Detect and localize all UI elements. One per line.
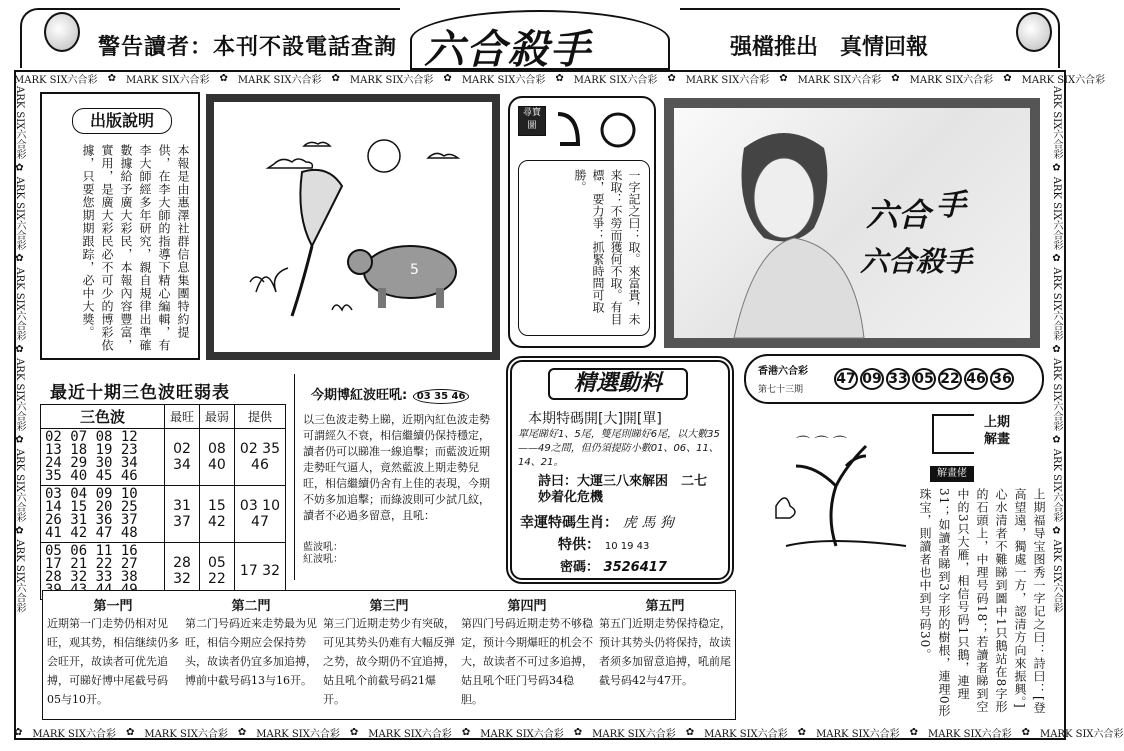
featured-line-1: 本期特碼開[大]開[單] [528, 411, 662, 427]
featured-line-2: 單尾睇好1、5尾，雙尾則睇好6尾，以大數35——49之間，但仍須提防小數01、06、11、14、21。 [518, 429, 720, 468]
solution-heading [984, 414, 1024, 448]
result-issue: 第七十三期 [758, 385, 804, 395]
slogan-text: 强檔推出 真情回報 [730, 35, 929, 60]
publisher-body: 本報是由惠澤社群信息集團特約提供，在李大師的指導下精心編輯，有李大師經多年研究，親自規律出準確數據給予廣大彩民，本報內容豐富，實用，是廣大彩民必不可少的博彩依據，只要您期期跟踪，必中大獎。 [81, 144, 190, 352]
lucky-row [520, 512, 674, 532]
kite-icon [292, 170, 342, 316]
picture-frame [206, 94, 500, 360]
gate-3 [323, 595, 455, 715]
scroll-paper [518, 160, 650, 336]
gate-5 [599, 595, 731, 715]
cloud-icon [268, 159, 312, 168]
gate-1 [47, 595, 179, 715]
solution-panel [744, 410, 1048, 722]
moon-icon [548, 104, 648, 154]
photo-panel [664, 98, 1040, 348]
result-label: 香港六合彩 [758, 366, 808, 377]
cloud-icon [304, 142, 330, 146]
red-hot: 02 34 [165, 429, 200, 486]
publisher-heading: 出版說明 [72, 108, 172, 134]
header-hot: 最旺 [165, 405, 200, 429]
gate-4 [461, 595, 593, 715]
gate-1-title: 第一門 [93, 599, 133, 614]
solution-bracket [932, 414, 974, 454]
red-cold: 08 40 [199, 429, 234, 486]
gate-5-text: 第五门近期走势保持稳定，预计其势头仍将保持，故读者须多加留意追搏，吼前尾截号码42与47开。 [599, 617, 731, 687]
riddle-picture [214, 102, 492, 352]
header-cold: 最弱 [199, 405, 234, 429]
featured-title: 精選動料 [548, 368, 688, 400]
gate-3-title: 第三門 [369, 599, 409, 614]
solution-heading-bottom: 解畫 [984, 432, 1011, 447]
result-ball: 09 [860, 368, 884, 390]
svg-text:⌒ ⌒ ⌒: ⌒ ⌒ ⌒ [796, 436, 847, 452]
sun-icon [368, 140, 400, 172]
red-wave-title [311, 384, 470, 405]
result-balls [834, 368, 1014, 390]
result-ball: 47 [834, 368, 858, 390]
warning-text: 警告讀者：本刊不設電話查詢 [98, 35, 398, 60]
masthead-title: 六合殺手 [424, 26, 592, 73]
result-bar [744, 354, 1044, 404]
scroll-text: 一字記之曰：取。來富貴，未来取：不勞而獲何不取。有目標，要力爭：抓緊時間可取勝。 [573, 169, 641, 325]
result-ball: 22 [938, 368, 962, 390]
blue-wave-line: 藍波吼： [303, 542, 343, 553]
gate-1-text: 近期第一门走势仍相对见旺，观其势，相信继续仍多会旺开，故读者可优先追搏，可睇好博中尾截号码05与10开。 [47, 617, 179, 706]
treasure-badge: 尋寶圖 [518, 106, 546, 136]
solution-body: 上期福导宝图秀一字记之曰：詩曰：[登高望遠，獨處一方，認清方向來振興。]心水清者不難睇到圖中1只鵝站在8字形的石頭上，中理号码18；若讀者睇到空中的3只大雁，相信号码1只鵝，連理31；如讀者睇到3字形的樹根，連理0形珠宝，則讀者也中到号码30。 [918, 488, 1046, 718]
password-label: 密碼： [560, 560, 600, 575]
bulb-icon [1016, 12, 1052, 52]
password-value: 3526417 [603, 560, 667, 575]
solution-tag: 解畫佬 [930, 466, 974, 482]
color-wave-table [40, 372, 286, 587]
blue-wave-numbers: 03 04 09 10 14 15 20 25 26 31 36 37 41 42 47 48 [41, 486, 165, 543]
photo-caption-2: 手 [936, 188, 966, 223]
gate-2-title: 第二門 [231, 599, 271, 614]
lucky-label: 幸運特碼生肖： [520, 515, 618, 531]
gate-3-text: 第三门近期走势少有突破，可见其势头仍难有大幅反弹之势，故今期仍不宜追搏，姑且吼个前截号码21爆开。 [323, 617, 455, 706]
header-tip: 提供 [234, 405, 285, 429]
red-wave-title-numbers: 03 35 46 [413, 389, 470, 404]
color-table-grid [40, 404, 286, 600]
featured-box [506, 356, 734, 584]
bottom-border-strip: ✿ MARK SIX六合彩 ✿ MARK SIX六合彩 ✿ MARK SIX六合彩 ✿ MARK SIX六合彩 ✿ MARK SIX六合彩 ✿ MARK SIX六合彩 ✿ MARK SIX六合彩 ✿ MARK SIX六合彩 ✿ MARK SIX六合彩 ✿ MARK SIX六合彩 [14, 726, 1124, 740]
header [20, 8, 1060, 73]
special-value: 10 19 43 [604, 541, 650, 552]
portrait-illustration [674, 108, 1030, 338]
special-label: 特供： [558, 537, 600, 553]
result-ball: 36 [990, 368, 1014, 390]
wave-lines [303, 542, 343, 566]
header-color: 三色波 [41, 405, 165, 429]
svg-text:5: 5 [410, 262, 419, 278]
photo-caption-1: 六合 [866, 196, 931, 234]
photo-caption-3: 六合殺手 [860, 245, 973, 278]
scroll-panel [508, 96, 656, 348]
result-ball: 05 [912, 368, 936, 390]
green-cold: 05 22 [199, 543, 234, 600]
red-wave-title-text: 今期博紅波旺吼: [311, 388, 408, 403]
special-row [558, 534, 649, 554]
result-ball: 33 [886, 368, 910, 390]
green-wave-numbers: 05 06 11 16 17 21 22 27 28 32 33 38 [41, 543, 165, 600]
solution-heading-top: 上期 [984, 415, 1011, 430]
green-hot: 28 32 [165, 543, 200, 600]
cloud-icon [428, 153, 458, 158]
blue-cold: 15 42 [199, 486, 234, 543]
result-ball: 46 [964, 368, 988, 390]
left-border-strip: ARK SIX六合彩 ✿ ARK SIX六合彩 ✿ ARK SIX六合彩 ✿ ARK SIX六合彩 ✿ ARK SIX六合彩 ✿ ARK SIX六合彩 [14, 86, 25, 613]
red-tip: 02 35 46 [234, 429, 285, 486]
flower-icon [332, 305, 352, 310]
color-table-title: 最近十期三色波旺弱表 [50, 383, 230, 403]
publisher-note [40, 92, 200, 360]
gate-4-text: 第四门号码近期走势不够稳定，预计今期爆旺的机会不大，故读者不可过多追搏，姑且吼个旺门号码34稳胆。 [461, 617, 593, 706]
right-border-strip: ARK SIX六合彩 ✿ ARK SIX六合彩 ✿ ARK SIX六合彩 ✿ ARK SIX六合彩 ✿ ARK SIX六合彩 ✿ ARK SIX六合彩 [1051, 86, 1062, 613]
bulb-icon [44, 12, 80, 52]
red-wave-body: 以三色波走勢上睇，近期內紅色波走勢可謂經久不衰，相信繼續仍保持穩定，讀者仍可以睇准一線追擊；而藍波近期走勢旺气逼人，竟然藍波上期走勢兒旺，相信繼續仍舍有上佳的表現，今期不妨多加追擊；而綠波則可少試几紋，讀者不必過多留意，且吼： [303, 413, 490, 522]
password-row [560, 556, 667, 575]
green-tip: 17 32 [234, 543, 285, 600]
featured-poem: 詩曰：大運三八來解困 二七妙着化危機 [538, 474, 708, 505]
top-border-strip: MARK SIX六合彩 ✿ MARK SIX六合彩 ✿ MARK SIX六合彩 ✿ MARK SIX六合彩 ✿ MARK SIX六合彩 ✿ MARK SIX六合彩 ✿ MARK SIX六合彩 ✿ MARK SIX六合彩 ✿ MARK SIX六合彩 ✿ MARK SIX六合彩 [14, 72, 1106, 86]
gate-2 [185, 595, 317, 715]
red-wave-panel [294, 374, 500, 580]
red-wave-line: 紅波吼： [303, 554, 343, 565]
blue-tip: 03 10 47 [234, 486, 285, 543]
red-wave-numbers: 02 07 08 12 13 18 19 23 24 29 30 34 35 40 45 46 [41, 429, 165, 486]
flower-icon [250, 268, 288, 292]
gate-5-title: 第五門 [645, 599, 685, 614]
gates-panel [42, 590, 736, 720]
blue-hot: 31 37 [165, 486, 200, 543]
gate-4-title: 第四門 [507, 599, 547, 614]
lucky-value: 虎 馬 狗 [622, 515, 674, 531]
gate-2-text: 第二门号码近来走势最为见旺，相信今期应会保持势头，故读者仍宜多加追搏，博前中截号码13与16开。 [185, 617, 317, 687]
bear-icon [348, 246, 456, 308]
